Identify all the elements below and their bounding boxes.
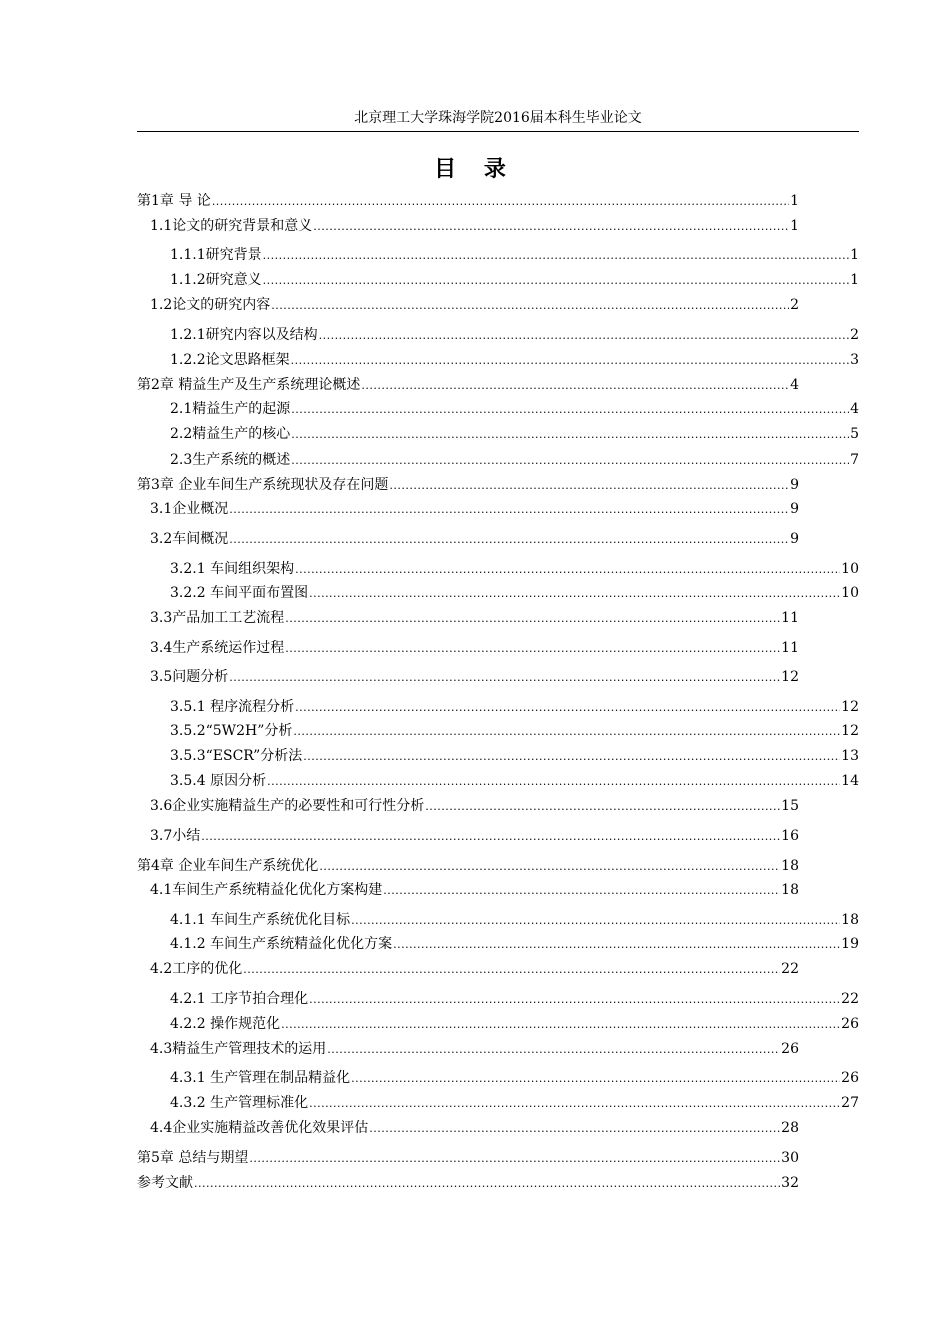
toc-entry[interactable] [170, 934, 859, 954]
toc-entry-page: 7 [850, 452, 859, 468]
leader-dots [351, 911, 840, 931]
leader-dots [295, 560, 840, 580]
toc-entry-page: 1 [850, 272, 859, 288]
toc-entry[interactable] [150, 216, 799, 236]
toc-entry-label: 3.7小结 [150, 828, 201, 844]
toc-entry[interactable] [150, 295, 799, 315]
toc-entry-label: 4.1.2 车间生产系统精益化优化方案 [170, 936, 393, 952]
toc-entry-page: 3 [850, 352, 859, 368]
leader-dots [212, 192, 789, 212]
toc-entry-page: 22 [841, 991, 859, 1007]
toc-entry-label: 3.4生产系统运作过程 [150, 640, 285, 656]
toc-entry[interactable] [150, 826, 799, 846]
leader-dots [425, 797, 780, 817]
toc-entry-page: 5 [850, 426, 859, 442]
toc-entry-page: 18 [781, 858, 799, 874]
toc-entry[interactable] [170, 559, 859, 579]
toc-entry-page: 1 [790, 218, 799, 234]
toc-entry[interactable] [170, 399, 859, 419]
toc-entry[interactable] [170, 350, 859, 370]
toc-entry[interactable] [150, 529, 799, 549]
toc-entry-label: 4.4企业实施精益改善优化效果评估 [150, 1120, 369, 1136]
toc-entry[interactable] [137, 191, 799, 211]
toc-entry[interactable] [170, 450, 859, 470]
toc-entry[interactable] [170, 989, 859, 1009]
toc-entry-page: 13 [841, 748, 859, 764]
leader-dots [389, 476, 789, 496]
toc-entry-page: 19 [841, 936, 859, 952]
toc-entry-page: 12 [841, 723, 859, 739]
toc-entry[interactable] [170, 771, 859, 791]
leader-dots [309, 584, 840, 604]
toc-entry-page: 12 [841, 699, 859, 715]
toc-entry-label: 1.2.1研究内容以及结构 [170, 327, 318, 343]
toc-entry-page: 1 [850, 247, 859, 263]
toc-entry-label: 第5章 总结与期望 [137, 1150, 249, 1166]
leader-dots [383, 881, 780, 901]
leader-dots [309, 1094, 840, 1114]
toc-entry-label: 3.5问题分析 [150, 669, 229, 685]
leader-dots [243, 960, 780, 980]
toc-entry-label: 3.5.4 原因分析 [170, 773, 267, 789]
toc-entry[interactable] [170, 1014, 859, 1034]
toc-entry-page: 11 [781, 640, 799, 656]
toc-entry-label: 第1章 导 论 [137, 193, 211, 209]
leader-dots [351, 1069, 840, 1089]
toc-entry[interactable] [150, 667, 799, 687]
toc-entry-page: 12 [781, 669, 799, 685]
leader-dots [293, 722, 840, 742]
toc-entry[interactable] [150, 880, 799, 900]
toc-entry-page: 28 [781, 1120, 799, 1136]
leader-dots [201, 827, 780, 847]
toc-entry-label: 4.2工序的优化 [150, 961, 243, 977]
page-header: 北京理工大学珠海学院2016届本科生毕业论文 [137, 108, 859, 132]
toc-entry-page: 18 [781, 882, 799, 898]
toc-entry-page: 18 [841, 912, 859, 928]
toc-entry[interactable] [150, 1039, 799, 1059]
leader-dots [194, 1174, 780, 1194]
toc-title: 目 录 [434, 157, 516, 182]
toc-entry[interactable] [150, 1118, 799, 1138]
leader-dots [393, 935, 840, 955]
toc-entry-label: 1.1.2研究意义 [170, 272, 262, 288]
toc-entry[interactable] [170, 1093, 859, 1113]
toc-entry-label: 4.3.1 生产管理在制品精益化 [170, 1070, 351, 1086]
leader-dots [263, 271, 849, 291]
toc-entry-label: 3.3产品加工工艺流程 [150, 610, 285, 626]
leader-dots [303, 747, 840, 767]
toc-entry[interactable] [137, 475, 799, 495]
toc-entry-page: 27 [841, 1095, 859, 1111]
leader-dots [285, 609, 780, 629]
toc-entry-label: 1.1论文的研究背景和意义 [150, 218, 313, 234]
leader-dots [291, 400, 849, 420]
leader-dots [271, 296, 789, 316]
toc-entry-label: 4.1车间生产系统精益化优化方案构建 [150, 882, 383, 898]
toc-entry-label: 3.2车间概况 [150, 531, 229, 547]
leader-dots [309, 990, 840, 1010]
toc-entry-page: 2 [790, 297, 799, 313]
leader-dots [291, 425, 849, 445]
leader-dots [369, 1119, 780, 1139]
toc-entry-label: 3.2.1 车间组织架构 [170, 561, 295, 577]
toc-entry-label: 参考文献 [137, 1175, 193, 1191]
toc-entry[interactable] [150, 796, 799, 816]
toc-entry-label: 2.2精益生产的核心 [170, 426, 291, 442]
toc-entry-label: 3.2.2 车间平面布置图 [170, 585, 309, 601]
toc-entry-label: 1.2.2论文思路框架 [170, 352, 290, 368]
leader-dots [263, 246, 849, 266]
toc-entry-label: 3.5.2“5W2H”分析 [170, 723, 293, 739]
toc-entry[interactable] [170, 270, 859, 290]
toc-entry-page: 30 [781, 1150, 799, 1166]
leader-dots [327, 1040, 780, 1060]
leader-dots [285, 639, 780, 659]
toc-entry[interactable] [170, 583, 859, 603]
toc-entry-page: 14 [841, 773, 859, 789]
leader-dots [229, 530, 789, 550]
leader-dots [291, 351, 849, 371]
toc-entry-label: 1.1.1研究背景 [170, 247, 262, 263]
toc-entry-label: 3.1企业概况 [150, 501, 229, 517]
toc-entry-page: 32 [781, 1175, 799, 1191]
toc-entry-label: 第2章 精益生产及生产系统理论概述 [137, 377, 361, 393]
toc-entry[interactable] [150, 608, 799, 628]
toc-entry-page: 16 [781, 828, 799, 844]
toc-entry-label: 2.1精益生产的起源 [170, 401, 291, 417]
toc-entry-page: 22 [781, 961, 799, 977]
toc-entry[interactable] [137, 856, 799, 876]
toc-entry[interactable] [170, 746, 859, 766]
toc-entry[interactable] [170, 245, 859, 265]
toc-entry[interactable] [150, 959, 799, 979]
toc-entry-page: 26 [841, 1016, 859, 1032]
toc-entry[interactable] [137, 1148, 799, 1168]
toc-entry-page: 10 [841, 561, 859, 577]
leader-dots [319, 857, 780, 877]
toc-entry[interactable] [170, 721, 859, 741]
leader-dots [249, 1149, 780, 1169]
leader-dots [313, 217, 789, 237]
toc-entry-label: 4.3精益生产管理技术的运用 [150, 1041, 327, 1057]
toc-entry-label: 4.1.1 车间生产系统优化目标 [170, 912, 351, 928]
leader-dots [229, 500, 789, 520]
leader-dots [361, 376, 789, 396]
toc-entry[interactable] [170, 697, 859, 717]
toc-entry[interactable] [170, 325, 859, 345]
toc-entry-label: 第4章 企业车间生产系统优化 [137, 858, 319, 874]
toc-entry-label: 4.2.1 工序节拍合理化 [170, 991, 309, 1007]
toc-entry-page: 26 [841, 1070, 859, 1086]
toc-entry[interactable] [137, 375, 799, 395]
toc-entry-page: 11 [781, 610, 799, 626]
toc-entry-label: 3.5.3“ESCR”分析法 [170, 748, 303, 764]
toc-entry-label: 3.5.1 程序流程分析 [170, 699, 295, 715]
toc-entry[interactable] [170, 1068, 859, 1088]
toc-entry-label: 4.2.2 操作规范化 [170, 1016, 281, 1032]
toc-entry-page: 4 [790, 377, 799, 393]
toc-entry[interactable] [150, 638, 799, 658]
toc-entry-label: 第3章 企业车间生产系统现状及存在问题 [137, 477, 389, 493]
toc-entry-label: 4.3.2 生产管理标准化 [170, 1095, 309, 1111]
leader-dots [291, 451, 849, 471]
leader-dots [267, 772, 840, 792]
toc-entry-page: 1 [790, 193, 799, 209]
toc-entry-page: 15 [781, 798, 799, 814]
toc-entry-label: 1.2论文的研究内容 [150, 297, 271, 313]
toc-entry-label: 3.6企业实施精益生产的必要性和可行性分析 [150, 798, 425, 814]
leader-dots [319, 326, 849, 346]
toc-entry-page: 9 [790, 477, 799, 493]
toc-entry-page: 10 [841, 585, 859, 601]
toc-entry[interactable] [137, 1173, 799, 1193]
leader-dots [281, 1015, 840, 1035]
leader-dots [229, 668, 780, 688]
toc-entry[interactable] [150, 499, 799, 519]
toc-entry[interactable] [170, 910, 859, 930]
toc-entry-page: 26 [781, 1041, 799, 1057]
leader-dots [295, 698, 840, 718]
toc-entry-page: 2 [850, 327, 859, 343]
toc-entry-label: 2.3生产系统的概述 [170, 452, 291, 468]
toc-entry-page: 4 [850, 401, 859, 417]
toc-entry-page: 9 [790, 501, 799, 517]
toc-entry-page: 9 [790, 531, 799, 547]
toc-entry[interactable] [170, 424, 859, 444]
